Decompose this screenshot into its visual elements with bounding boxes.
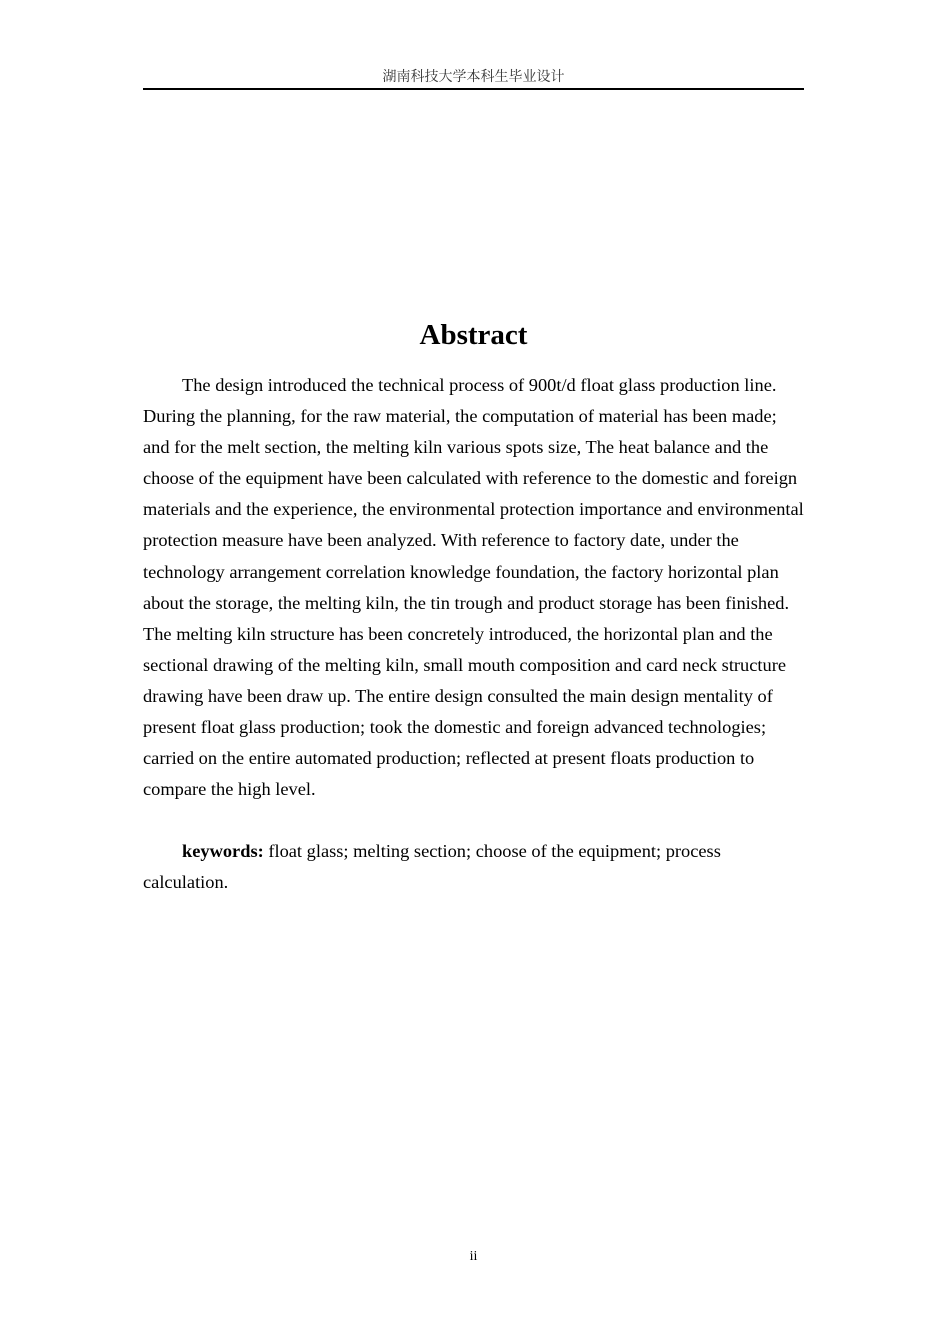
keywords-paragraph [143,836,805,898]
header-divider [143,88,804,90]
abstract-title: Abstract [419,319,528,351]
abstract-body: The design introduced the technical process of 900t/d float glass production line. During the planning, for the raw material, the computation of material has been made; and for the melt section, the melting kiln various spots size, The heat balance and the choose of the equipment have been calculated with reference to the domestic and foreign materials and the experience, the environmental protection importance and environmental protection measure have been analyzed. With reference to factory date, under the technology arrangement correlation knowledge foundation, the factory horizontal plan about the storage, the melting kiln, the tin trough and product storage has been finished. The melting kiln structure has been concretely introduced, the horizontal plan and the sectional drawing of the melting kiln, small mouth composition and card neck structure drawing have been draw up. The entire design consulted the main design mentality of present float glass production; took the domestic and foreign advanced technologies; carried on the entire automated production; reflected at present floats production to compare the high level. [143,375,804,800]
page-number: ii [469,1249,478,1264]
keywords-text: float glass; melting section; choose of the equipment; process calculation. [143,841,721,893]
keywords-label: keywords: [182,841,264,861]
page-header: 湖南科技大学本科生毕业设计 [382,69,565,85]
